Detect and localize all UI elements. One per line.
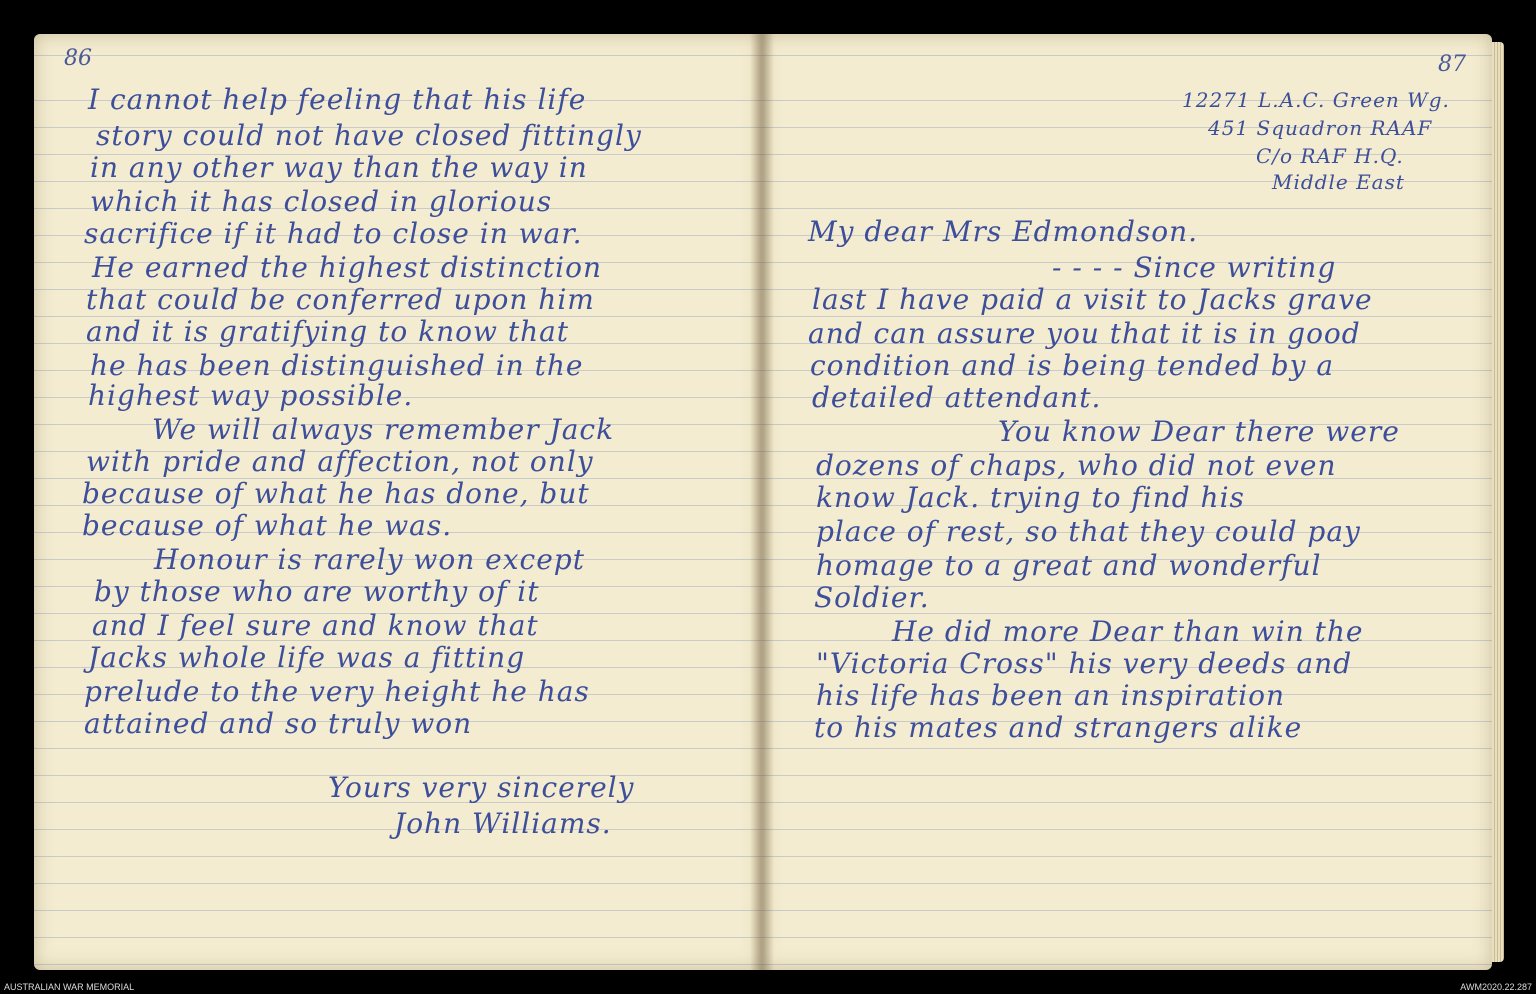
left-line-13: because of what he has done, but [82,477,590,510]
left-line-15: Honour is rarely won except [154,543,585,576]
address-line-1: 12271 L.A.C. Green Wg. [1182,88,1450,112]
signature: John Williams. [394,807,612,840]
left-line-9: he has been distinguished in the [90,349,584,382]
footer-accession-number: AWM2020.22.287 [1460,982,1532,992]
right-line-6: You know Dear there were [998,415,1400,448]
left-line-10: highest way possible. [88,379,414,412]
right-line-12: He did more Dear than win the [892,615,1364,648]
left-line-19: prelude to the very height he has [84,675,590,708]
closing: Yours very sincerely [328,771,635,804]
right-page [762,34,1492,970]
footer-institution: AUSTRALIAN WAR MEMORIAL [4,982,135,992]
left-line-6: He earned the highest distinction [92,251,603,284]
left-line-11: We will always remember Jack [152,413,615,446]
right-line-2: last I have paid a visit to Jacks grave [812,283,1373,316]
left-line-1: I cannot help feeling that his life [88,83,587,116]
salutation: My dear Mrs Edmondson. [808,215,1199,248]
left-line-12: with pride and affection, not only [86,445,594,478]
right-line-4: condition and is being tended by a [810,349,1335,382]
page-edges [1492,42,1504,962]
address-line-2: 451 Squadron RAAF [1208,116,1433,140]
right-line-11: Soldier. [814,581,930,614]
left-line-17: and I feel sure and know that [92,609,539,642]
open-notebook [28,28,1510,978]
right-line-8: know Jack. trying to find his [816,481,1245,514]
left-line-8: and it is gratifying to know that [86,315,570,348]
right-line-13: "Victoria Cross" his very deeds and [816,647,1353,680]
right-line-15: to his mates and strangers alike [814,711,1303,744]
left-line-4: which it has closed in glorious [90,185,553,218]
left-line-7: that could be conferred upon him [86,283,595,316]
right-line-5: detailed attendant. [812,381,1102,414]
right-page-number: 87 [1438,52,1466,77]
right-line-10: homage to a great and wonderful [816,549,1322,582]
right-line-3: and can assure you that it is in good [808,317,1361,350]
right-line-7: dozens of chaps, who did not even [816,449,1337,482]
address-line-3: C/o RAF H.Q. [1256,144,1404,168]
left-line-14: because of what he was. [82,509,453,542]
address-line-4: Middle East [1272,170,1405,194]
book-gutter [750,34,774,970]
left-page [34,34,762,970]
left-page-number: 86 [64,46,92,71]
left-line-18: Jacks whole life was a fitting [88,641,526,674]
left-line-2: story could not have closed fittingly [96,119,642,152]
right-line-1: - - - - Since writing [1052,251,1337,284]
right-line-9: place of rest, so that they could pay [816,515,1361,548]
left-line-20: attained and so truly won [84,707,473,740]
right-line-14: his life has been an inspiration [816,679,1286,712]
left-line-3: in any other way than the way in [90,151,588,184]
left-line-5: sacrifice if it had to close in war. [84,217,583,250]
left-line-16: by those who are worthy of it [94,575,540,608]
